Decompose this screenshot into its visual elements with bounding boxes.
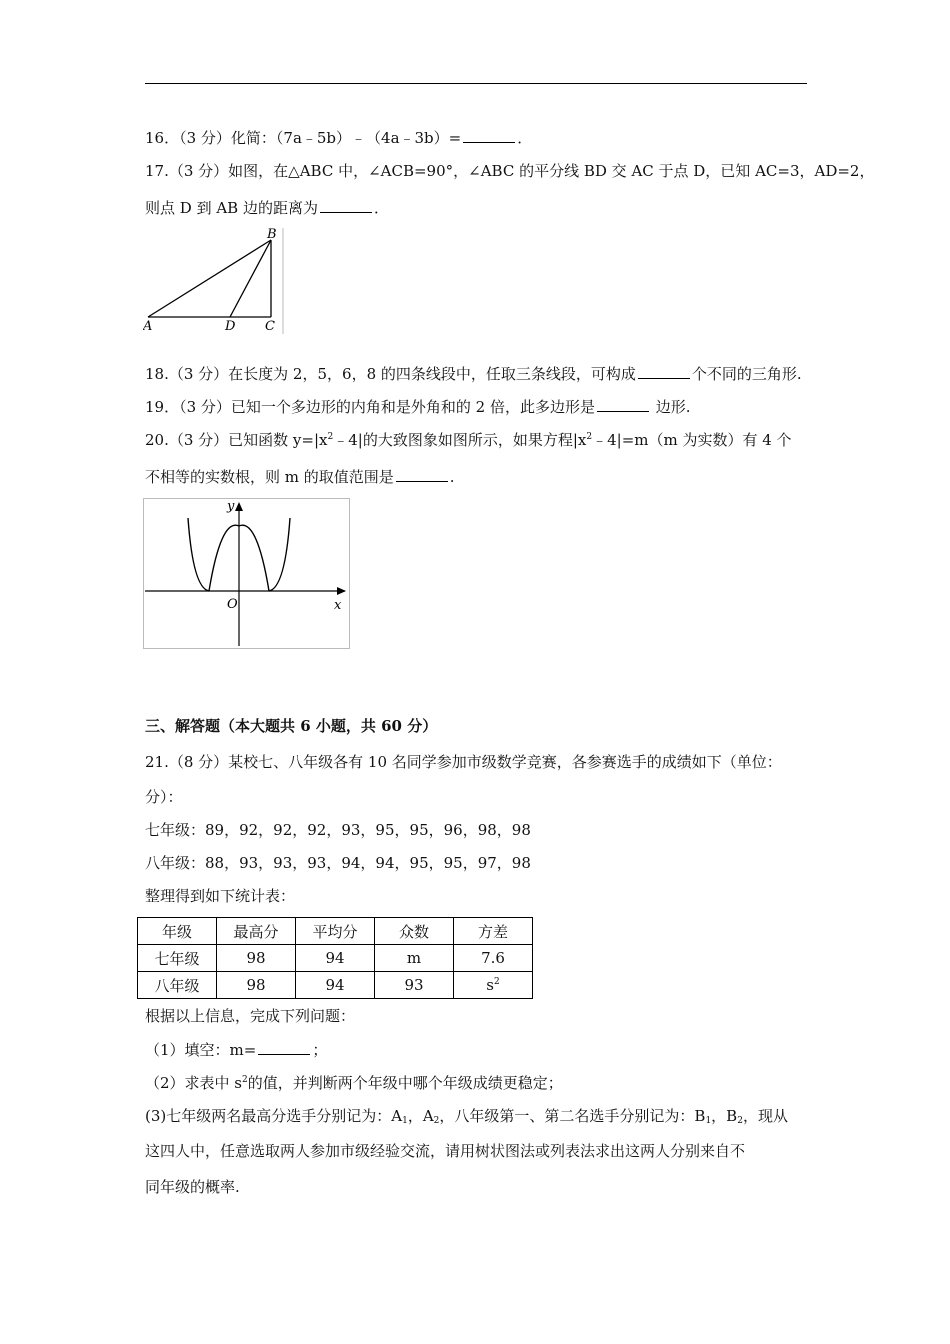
label-B: B [267,227,277,242]
table-row: 七年级 98 94 m 7.6 [138,945,533,972]
followup-text: 根据以上信息，完成下列问题： [145,1007,356,1025]
header-rule [145,83,807,84]
grade7-scores: 七年级：89，92，92，92，93，95，95，96，98，98 [145,821,531,839]
label-x: x [334,598,342,613]
label-y: y [227,499,235,514]
table-row: 八年级 98 94 93 $s^2$ [138,972,533,999]
answer-blank [597,397,649,412]
function-graph-figure [143,498,351,650]
section-3-title: 三、解答题（本大题共 6 小题，共 60 分） [145,717,438,735]
answer-blank [396,467,448,482]
part-1: （1）填空：m= ； [145,1041,328,1059]
question-18: 18.（3 分）在长度为 2，5，6，8 的四条线段中，任取三条线段，可构成 个不同的三角形. [145,365,802,383]
question-19: 19．（3 分）已知一个多边形的内角和是外角和的 2 倍，此多边形是 边形. [145,398,691,416]
part-3-line1: (3)七年级两名最高分选手分别记为：$A_1$，$A_2$，八年级第一、第二名选手分别记为：$B_1$，$B_2$，现从 [145,1107,788,1126]
part-3-line3: 同年级的概率. [145,1178,240,1196]
question-17-line1: 17.（3 分）如图，在△ABC 中，∠ACB=90°，∠ABC 的平分线 BD 交 AC 于点 D，已知 AC=3，AD=2， [145,162,875,180]
question-17-line2: 则点 D 到 AB 边的距离为 ． [145,199,389,217]
table-intro: 整理得到如下统计表： [145,887,296,905]
question-21-line1: 21.（8 分）某校七、八年级各有 10 名同学参加市级数学竞赛，各参赛选手的成绩如下（单位： [145,753,782,771]
label-C: C [265,319,275,334]
answer-blank [258,1040,310,1055]
answer-blank [463,128,515,143]
part-3-line2: 这四人中，任意选取两人参加市级经验交流，请用树状图法或列表法求出这两人分别来自不 [145,1142,746,1160]
label-A: A [143,319,153,334]
table-header-row: 年级 最高分 平均分 众数 方差 [138,918,533,945]
triangle-figure [143,226,285,336]
grade8-scores: 八年级：88，93，93，93，94，94，95，95，97，98 [145,854,531,872]
question-21-line2: 分）： [145,788,183,806]
question-16: 16．（3 分）化简：（7a﹣5b）﹣（4a﹣3b）= ． [145,129,533,147]
answer-blank [638,364,690,379]
question-20-line1: 20.（3 分）已知函数 $y=|x^2﹣4|$的大致图象如图所示，如果方程$|x^2﹣4|=m(m$ 为实数）有 4 个 [145,431,792,449]
question-20-line2: 不相等的实数根，则 m 的取值范围是 . [145,468,455,486]
label-origin: O [227,597,238,612]
answer-blank [320,198,372,213]
label-D: D [225,319,236,334]
part-2: （2）求表中 $s^2$的值，并判断两个年级中哪个年级成绩更稳定； [145,1074,563,1092]
statistics-table [137,917,533,999]
q16-text: 16．（3 分）化简：（7a﹣5b）﹣（4a﹣3b）= [145,129,462,147]
